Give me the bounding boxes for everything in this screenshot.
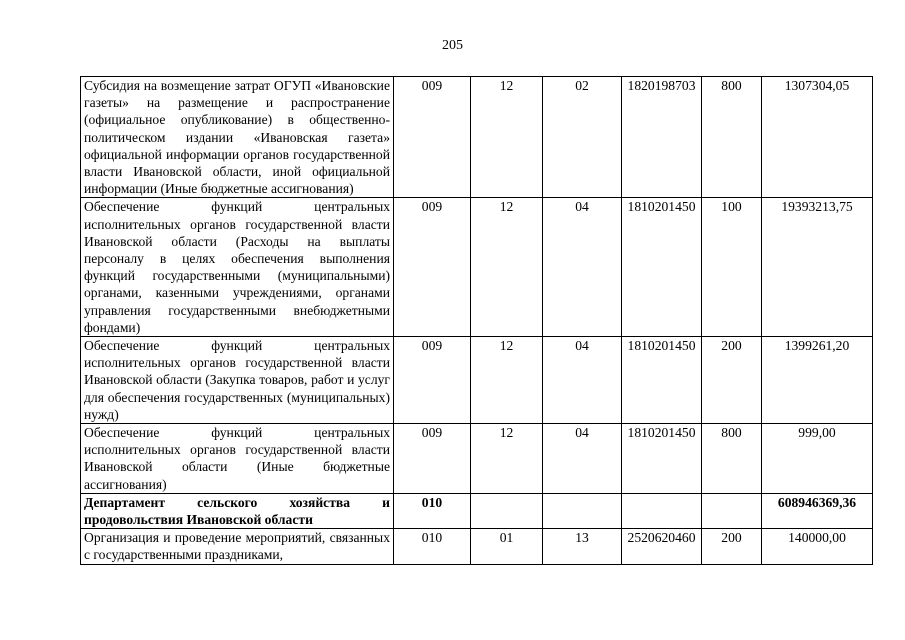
target-article-cell: 1810201450 — [622, 337, 702, 424]
expense-type-cell: 200 — [702, 529, 762, 564]
table-row — [81, 424, 873, 494]
amount-cell: 19393213,75 — [762, 198, 873, 337]
expense-type-cell: 100 — [702, 198, 762, 337]
table-row-department-total — [81, 493, 873, 528]
table-row — [81, 529, 873, 564]
subsection-code-cell: 02 — [543, 77, 622, 198]
target-article-cell — [622, 493, 702, 528]
section-code-cell: 01 — [471, 529, 543, 564]
table-row — [81, 77, 873, 198]
section-code-cell: 12 — [471, 198, 543, 337]
row-name-cell: Департамент сельского хозяйства и продовольствия Ивановской области — [81, 493, 394, 528]
expense-type-cell: 800 — [702, 424, 762, 494]
amount-cell: 999,00 — [762, 424, 873, 494]
row-name-cell: Обеспечение функций центральных исполнительных органов государственной власти Ивановской области (Расходы на выплаты персоналу в целях обеспечения выполнения функций государственными (муниципальными) органами, казенными учреждениями, органами управления государственными внебюджетными фондами) — [81, 198, 394, 337]
row-name-cell: Субсидия на возмещение затрат ОГУП «Ивановские газеты» на размещение и распространение (официальное опубликование) в общественно-политическом издании «Ивановская газета» официальной информации органов государственной власти Ивановской области, иной официальной информации (Иные бюджетные ассигнования) — [81, 77, 394, 198]
subsection-code-cell: 04 — [543, 424, 622, 494]
subsection-code-cell: 13 — [543, 529, 622, 564]
ministry-code-cell: 009 — [394, 337, 471, 424]
amount-cell: 1307304,05 — [762, 77, 873, 198]
ministry-code-cell: 009 — [394, 424, 471, 494]
ministry-code-cell: 010 — [394, 529, 471, 564]
ministry-code-cell: 009 — [394, 77, 471, 198]
section-code-cell — [471, 493, 543, 528]
row-name-cell: Обеспечение функций центральных исполнительных органов государственной власти Ивановской области (Закупка товаров, работ и услуг для обеспечения государственных (муниципальных) нужд) — [81, 337, 394, 424]
row-name-cell: Обеспечение функций центральных исполнительных органов государственной власти Ивановской области (Иные бюджетные ассигнования) — [81, 424, 394, 494]
ministry-code-cell: 009 — [394, 198, 471, 337]
target-article-cell: 2520620460 — [622, 529, 702, 564]
subsection-code-cell: 04 — [543, 337, 622, 424]
ministry-code-cell: 010 — [394, 493, 471, 528]
budget-table — [80, 76, 873, 565]
subsection-code-cell: 04 — [543, 198, 622, 337]
section-code-cell: 12 — [471, 337, 543, 424]
subsection-code-cell — [543, 493, 622, 528]
amount-cell: 1399261,20 — [762, 337, 873, 424]
page-number: 205 — [442, 38, 463, 53]
amount-cell: 140000,00 — [762, 529, 873, 564]
target-article-cell: 1820198703 — [622, 77, 702, 198]
target-article-cell: 1810201450 — [622, 424, 702, 494]
target-article-cell: 1810201450 — [622, 198, 702, 337]
table-row — [81, 337, 873, 424]
expense-type-cell — [702, 493, 762, 528]
amount-cell: 608946369,36 — [762, 493, 873, 528]
section-code-cell: 12 — [471, 424, 543, 494]
table-row — [81, 198, 873, 337]
section-code-cell: 12 — [471, 77, 543, 198]
expense-type-cell: 200 — [702, 337, 762, 424]
expense-type-cell: 800 — [702, 77, 762, 198]
row-name-cell: Организация и проведение мероприятий, связанных с государственными праздниками, — [81, 529, 394, 564]
